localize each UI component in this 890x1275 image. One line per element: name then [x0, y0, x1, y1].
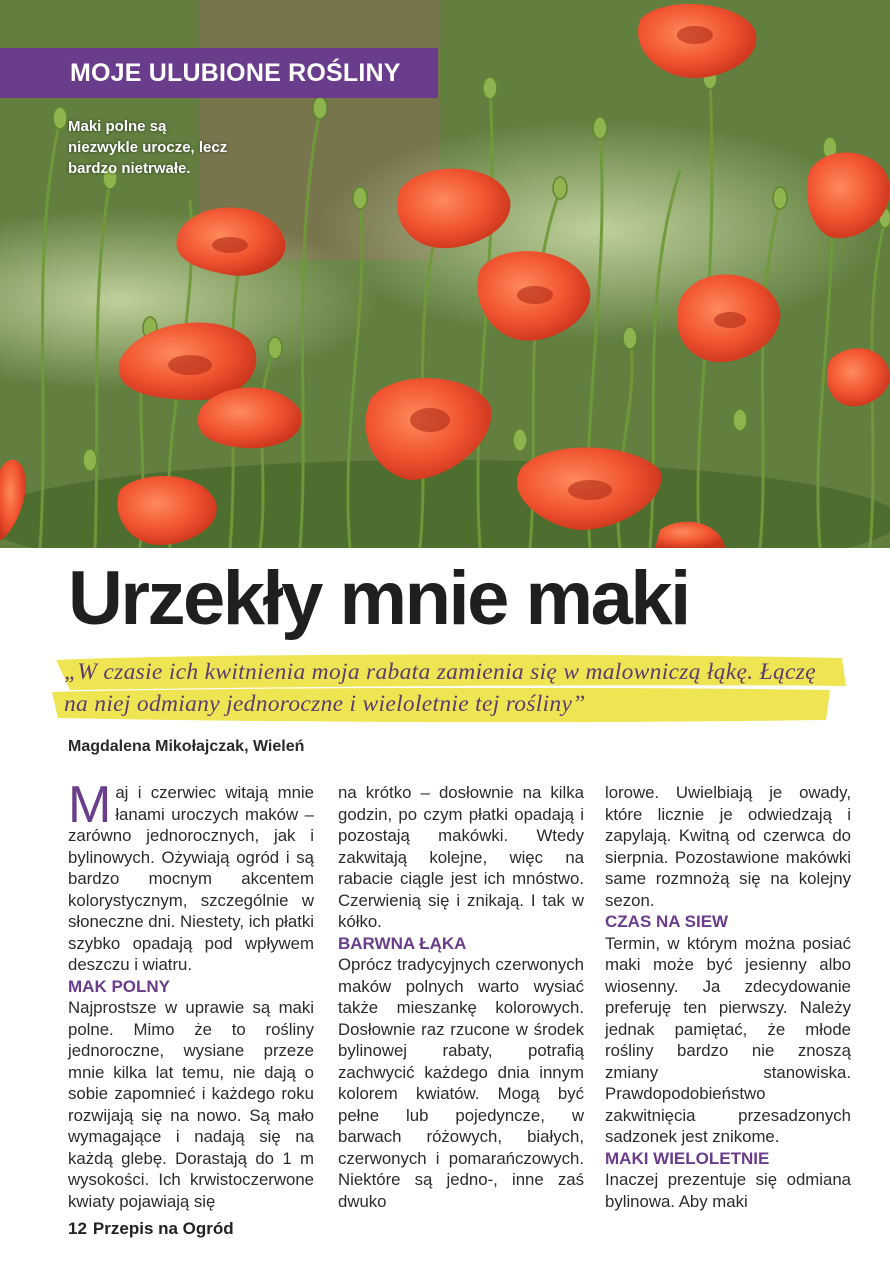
intro-paragraph — [68, 776, 314, 976]
article-title: Urzekły mnie maki — [68, 556, 689, 641]
subheading-mak-polny: MAK POLNY — [68, 976, 170, 996]
section3-text: Termin, w którym można posiać maki może być jesienny albo wiosenny. Ja zdecydowanie preferuję ten pierwszy. Należy jednak pamiętać, że młode rośliny bardzo nie znoszą zmiany stanowiska. Prawdopodobieństwo zakwitnięcia przesadzonych sadzonek jest znikome. — [605, 933, 851, 1146]
text-column-2 — [338, 782, 584, 1212]
article-author: Magdalena Mikołajczak, Wieleń — [68, 738, 305, 755]
text-column-1 — [68, 776, 314, 1212]
article-lead-quote: „W czasie ich kwitnienia moja rabata zamienia się w malowniczą łąkę. Łączę na niej odmiany jednoroczne i wieloletnie tej rośliny” — [64, 659, 816, 717]
magazine-name: Przepis na Ogród — [92, 1219, 234, 1238]
photo-caption: Maki polne są niezwykle urocze, lecz bardzo nietrwałe. — [68, 118, 228, 177]
intro-text: aj i czerwiec witają mnie łanami uroczych maków – zarówno jednorocznych, jak i bylinowych. Ożywiają ogród i są bardzo mocnym akcentem kolorystycznym, szczególnie w słoneczne dni. Niestety, ich płatki szybko opadają pod wpływem deszczu i wiatru. — [68, 783, 314, 974]
subheading-czas-na-siew: CZAS NA SIEW — [605, 912, 729, 931]
page-footer — [68, 1219, 234, 1239]
lead-highlight — [50, 650, 848, 726]
section4-text: Inaczej prezentuje się odmiana bylinowa. Aby maki — [605, 1170, 851, 1211]
text-column-3 — [605, 782, 851, 1212]
section2-text-part2: lorowe. Uwielbiają je owady, które licznie je odwiedzają i zapylają. Kwitną od czerwca do sierpnia. Pozostawione makówki same rozmnożą się na kolejny sezon. — [605, 783, 851, 910]
page-number: 12 — [68, 1219, 87, 1238]
drop-cap: M — [68, 776, 112, 834]
subheading-barwna-laka: BARWNA ŁĄKA — [338, 933, 467, 953]
section1-text-part2: na krótko – dosłownie na kilka godzin, po czym płatki opadają i pozostają makówki. Wtedy zakwitają kolejne, więc na rabacie ciągle jest ich mnóstwo. Czerwienią się i znikają. I tak w kółko. — [338, 783, 584, 931]
section1-text-part1: Najprostsze w uprawie są maki polne. Mimo że to rośliny jednoroczne, wysiane przeze mnie kilka lat temu, nie dają o sobie zapomnieć i każdego roku rozwijają się na nowo. Są mało wymagające i nadają się na każdą glebę. Dorastają do 1 m wysokości. Ich krwistoczerwone kwiaty pojawiają się — [68, 998, 314, 1211]
section-banner: MOJE ULUBIONE ROŚLINY — [0, 48, 438, 98]
section2-text-part1: Oprócz tradycyjnych czerwonych maków polnych warto wysiać także mieszankę kolorowych. Dosłownie raz rzucone w środek bylinowej rabaty, potrafią zachwycić każdego dnia innym kolorem kwiatów. Mogą być pełne lub pojedyncze, w barwach różowych, białych, czerwonych i pomarańczowych. Niektóre są jedno-, inne zaś dwuko — [338, 955, 584, 1211]
subheading-maki-wieloletnie: MAKI WIELOLETNIE — [605, 1148, 770, 1168]
